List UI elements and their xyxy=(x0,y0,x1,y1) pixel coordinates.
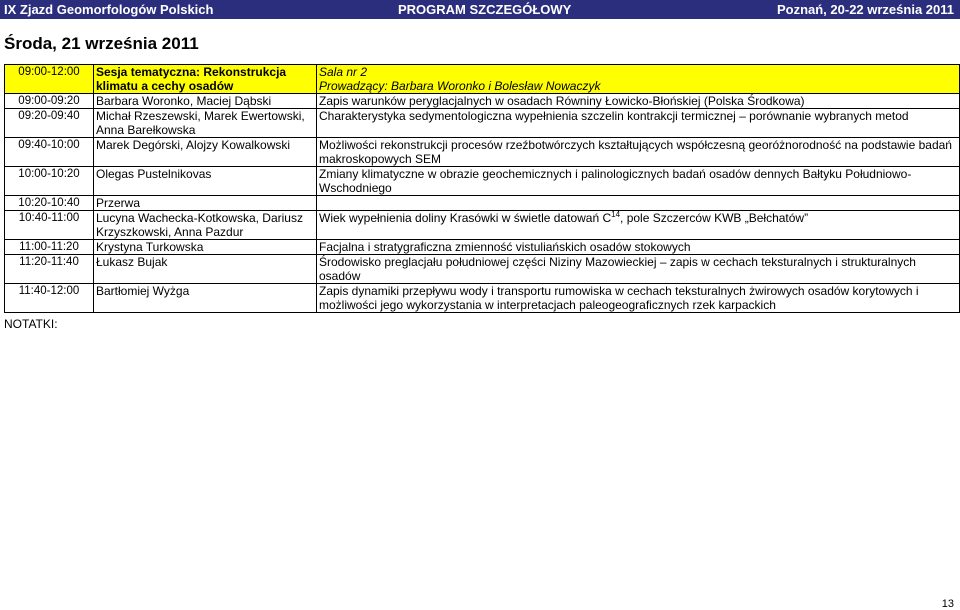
session-chairs: Prowadzący: Barbara Woronko i Bolesław Nowaczyk xyxy=(319,79,601,93)
talk-title-superscript: 14 xyxy=(611,210,621,219)
table-row xyxy=(5,255,960,284)
table-row xyxy=(5,138,960,167)
session-row xyxy=(5,65,960,94)
session-title-line1: Sesja tematyczna: Rekonstrukcja xyxy=(96,65,287,79)
table-row xyxy=(5,94,960,109)
session-info-cell xyxy=(317,65,960,94)
table-row xyxy=(5,284,960,313)
talk-time: 10:00-10:20 xyxy=(5,167,94,196)
session-room: Sala nr 2 xyxy=(319,65,368,79)
talk-title: Charakterystyka sedymentologiczna wypełnienia szczelin kontrakcji termicznej – porównanie wybranych metod xyxy=(317,109,960,138)
table-row xyxy=(5,211,960,240)
talk-time: 10:40-11:00 xyxy=(5,211,94,240)
talk-authors: Krystyna Turkowska xyxy=(94,240,317,255)
table-row xyxy=(5,167,960,196)
table-row xyxy=(5,240,960,255)
session-title-line2: klimatu a cechy osadów xyxy=(96,79,234,93)
page-number: 13 xyxy=(941,598,954,610)
talk-authors: Lucyna Wachecka-Kotkowska, Dariusz Krzyszkowski, Anna Pazdur xyxy=(94,211,317,240)
talk-title-text-end: , pole Szczerców KWB „Bełchatów” xyxy=(620,211,809,225)
talk-time: 09:20-09:40 xyxy=(5,109,94,138)
session-time: 09:00-12:00 xyxy=(5,65,94,94)
talk-time: 09:00-09:20 xyxy=(5,94,94,109)
talk-authors: Barbara Woronko, Maciej Dąbski xyxy=(94,94,317,109)
talk-title: Możliwości rekonstrukcji procesów rzeźbotwórczych kształtujących współczesną georóżnorodność na podstawie badań makroskopowych SEM xyxy=(317,138,960,167)
conference-name: IX Zjazd Geomorfologów Polskich xyxy=(4,2,214,17)
talk-title: Zmiany klimatyczne w obrazie geochemicznych i palinologicznych badań osadów dennych Bałtyku Południowo-Wschodniego xyxy=(317,167,960,196)
talk-authors: Michał Rzeszewski, Marek Ewertowski, Anna Barełkowska xyxy=(94,109,317,138)
schedule-table xyxy=(4,64,960,313)
talk-title: Facjalna i stratygraficzna zmienność vistuliańskich osadów stokowych xyxy=(317,240,960,255)
talk-authors: Łukasz Bujak xyxy=(94,255,317,284)
talk-time: 11:40-12:00 xyxy=(5,284,94,313)
talk-time: 09:40-10:00 xyxy=(5,138,94,167)
break-time: 10:20-10:40 xyxy=(5,196,94,211)
conference-place-date: Poznań, 20-22 września 2011 xyxy=(776,2,954,17)
break-row xyxy=(5,196,960,211)
break-empty-cell xyxy=(317,196,960,211)
day-title: Środa, 21 września 2011 xyxy=(4,34,199,53)
talk-time: 11:00-11:20 xyxy=(5,240,94,255)
session-title-cell xyxy=(94,65,317,94)
talk-title xyxy=(317,211,960,240)
talk-authors: Marek Degórski, Alojzy Kowalkowski xyxy=(94,138,317,167)
talk-authors: Olegas Pustelnikovas xyxy=(94,167,317,196)
break-label: Przerwa xyxy=(94,196,317,211)
table-row xyxy=(5,109,960,138)
talk-title: Środowisko preglacjału południowej części Niziny Mazowieckiej – zapis w cechach teksturalnych i strukturalnych osadów xyxy=(317,255,960,284)
talk-authors: Bartłomiej Wyżga xyxy=(94,284,317,313)
talk-title: Zapis warunków peryglacjalnych w osadach Równiny Łowicko-Błońskiej (Polska Środkowa) xyxy=(317,94,960,109)
talk-time: 11:20-11:40 xyxy=(5,255,94,284)
program-title: PROGRAM SZCZEGÓŁOWY xyxy=(398,2,572,17)
page-header xyxy=(0,0,960,19)
talk-title-text: Wiek wypełnienia doliny Krasówki w świetle datowań C xyxy=(319,211,612,225)
notes-label: NOTATKI: xyxy=(4,317,58,331)
talk-title: Zapis dynamiki przepływu wody i transportu rumowiska w cechach teksturalnych żwirowych osadów korytowych i możliwości jego wykorzystania w interpretacjach paleogeograficznych rzek karpackich xyxy=(317,284,960,313)
